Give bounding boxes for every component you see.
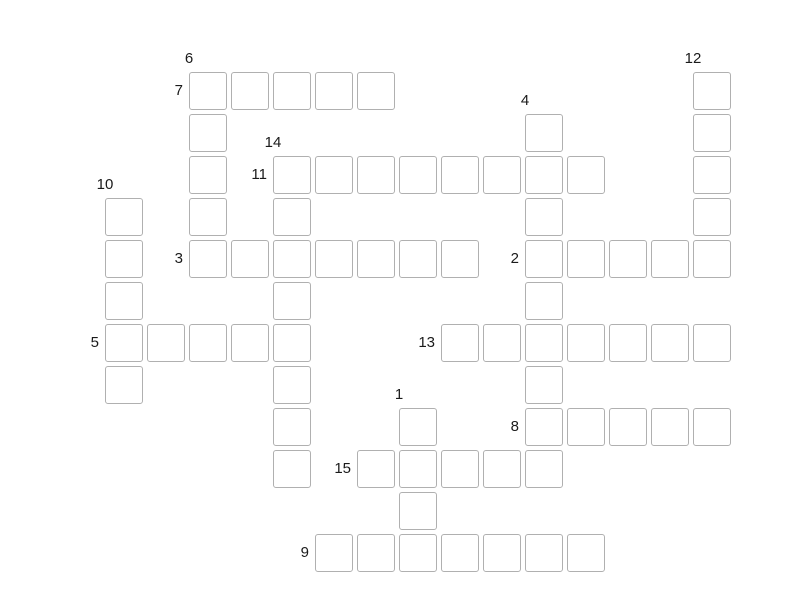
clue-number-label: 11 bbox=[251, 166, 267, 183]
clue-number-label: 3 bbox=[174, 250, 183, 267]
crossword-cell[interactable] bbox=[483, 324, 521, 362]
crossword-cell[interactable] bbox=[441, 534, 479, 572]
clue-number-label: 8 bbox=[510, 418, 519, 435]
crossword-cell[interactable] bbox=[441, 156, 479, 194]
crossword-cell[interactable] bbox=[693, 408, 731, 446]
clue-number-label: 7 bbox=[174, 82, 183, 99]
crossword-cell[interactable] bbox=[357, 534, 395, 572]
crossword-cell[interactable] bbox=[609, 240, 647, 278]
crossword-cell[interactable] bbox=[189, 114, 227, 152]
crossword-cell[interactable] bbox=[357, 450, 395, 488]
crossword-cell[interactable] bbox=[189, 72, 227, 110]
crossword-cell[interactable] bbox=[147, 324, 185, 362]
crossword-cell[interactable] bbox=[567, 324, 605, 362]
crossword-cell[interactable] bbox=[105, 366, 143, 404]
crossword-cell[interactable] bbox=[231, 240, 269, 278]
crossword-cell[interactable] bbox=[105, 240, 143, 278]
clue-number-label: 12 bbox=[684, 50, 702, 67]
crossword-cell[interactable] bbox=[273, 72, 311, 110]
clue-number-label: 9 bbox=[300, 544, 309, 561]
clue-number-label: 15 bbox=[334, 460, 351, 477]
crossword-cell[interactable] bbox=[651, 240, 689, 278]
crossword-cell[interactable] bbox=[399, 534, 437, 572]
crossword-cell[interactable] bbox=[273, 282, 311, 320]
crossword-cell[interactable] bbox=[231, 72, 269, 110]
crossword-cell[interactable] bbox=[189, 198, 227, 236]
crossword-cell[interactable] bbox=[315, 156, 353, 194]
crossword-cell[interactable] bbox=[525, 282, 563, 320]
crossword-cell[interactable] bbox=[525, 156, 563, 194]
crossword-cell[interactable] bbox=[483, 450, 521, 488]
crossword-cell[interactable] bbox=[105, 198, 143, 236]
crossword-cell[interactable] bbox=[525, 198, 563, 236]
crossword-cell[interactable] bbox=[567, 156, 605, 194]
crossword-cell[interactable] bbox=[483, 156, 521, 194]
clue-number-label: 13 bbox=[418, 334, 435, 351]
crossword-cell[interactable] bbox=[399, 408, 437, 446]
crossword-cell[interactable] bbox=[693, 324, 731, 362]
crossword-cell[interactable] bbox=[399, 450, 437, 488]
crossword-cell[interactable] bbox=[399, 156, 437, 194]
crossword-cell[interactable] bbox=[693, 72, 731, 110]
clue-number-label: 6 bbox=[184, 50, 194, 67]
crossword-cell[interactable] bbox=[189, 156, 227, 194]
crossword-cell[interactable] bbox=[525, 534, 563, 572]
crossword-cell[interactable] bbox=[441, 240, 479, 278]
crossword-cell[interactable] bbox=[399, 240, 437, 278]
clue-number-label: 14 bbox=[264, 134, 282, 151]
crossword-cell[interactable] bbox=[231, 324, 269, 362]
crossword-cell[interactable] bbox=[357, 156, 395, 194]
crossword-cell[interactable] bbox=[273, 198, 311, 236]
crossword-cell[interactable] bbox=[609, 324, 647, 362]
crossword-cell[interactable] bbox=[525, 366, 563, 404]
crossword-cell[interactable] bbox=[651, 324, 689, 362]
crossword-cell[interactable] bbox=[525, 450, 563, 488]
crossword-cell[interactable] bbox=[189, 324, 227, 362]
crossword-cell[interactable] bbox=[357, 240, 395, 278]
crossword-cell[interactable] bbox=[567, 408, 605, 446]
clue-number-label: 5 bbox=[90, 334, 99, 351]
crossword-cell[interactable] bbox=[273, 240, 311, 278]
crossword-cell[interactable] bbox=[441, 324, 479, 362]
crossword-cell[interactable] bbox=[525, 324, 563, 362]
crossword-cell[interactable] bbox=[483, 534, 521, 572]
crossword-cell[interactable] bbox=[567, 240, 605, 278]
crossword-cell[interactable] bbox=[693, 198, 731, 236]
crossword-cell[interactable] bbox=[441, 450, 479, 488]
crossword-cell[interactable] bbox=[273, 324, 311, 362]
crossword-cell[interactable] bbox=[315, 72, 353, 110]
crossword-cell[interactable] bbox=[273, 408, 311, 446]
crossword-cell[interactable] bbox=[315, 240, 353, 278]
crossword-cell[interactable] bbox=[693, 240, 731, 278]
clue-number-label: 1 bbox=[394, 386, 404, 403]
crossword-cell[interactable] bbox=[525, 240, 563, 278]
crossword-cell[interactable] bbox=[399, 492, 437, 530]
clue-number-label: 4 bbox=[520, 92, 530, 109]
crossword-cell[interactable] bbox=[273, 366, 311, 404]
crossword-cell[interactable] bbox=[105, 282, 143, 320]
crossword-cell[interactable] bbox=[693, 114, 731, 152]
crossword-cell[interactable] bbox=[357, 72, 395, 110]
crossword-cell[interactable] bbox=[189, 240, 227, 278]
crossword-cell[interactable] bbox=[609, 408, 647, 446]
crossword-cell[interactable] bbox=[651, 408, 689, 446]
crossword-cell[interactable] bbox=[567, 534, 605, 572]
crossword-cell[interactable] bbox=[693, 156, 731, 194]
crossword-cell[interactable] bbox=[315, 534, 353, 572]
clue-number-label: 2 bbox=[510, 250, 519, 267]
crossword-cell[interactable] bbox=[105, 324, 143, 362]
clue-number-label: 10 bbox=[96, 176, 114, 193]
crossword-cell[interactable] bbox=[525, 408, 563, 446]
crossword-cell[interactable] bbox=[273, 450, 311, 488]
crossword-cell[interactable] bbox=[273, 156, 311, 194]
crossword-cell[interactable] bbox=[525, 114, 563, 152]
